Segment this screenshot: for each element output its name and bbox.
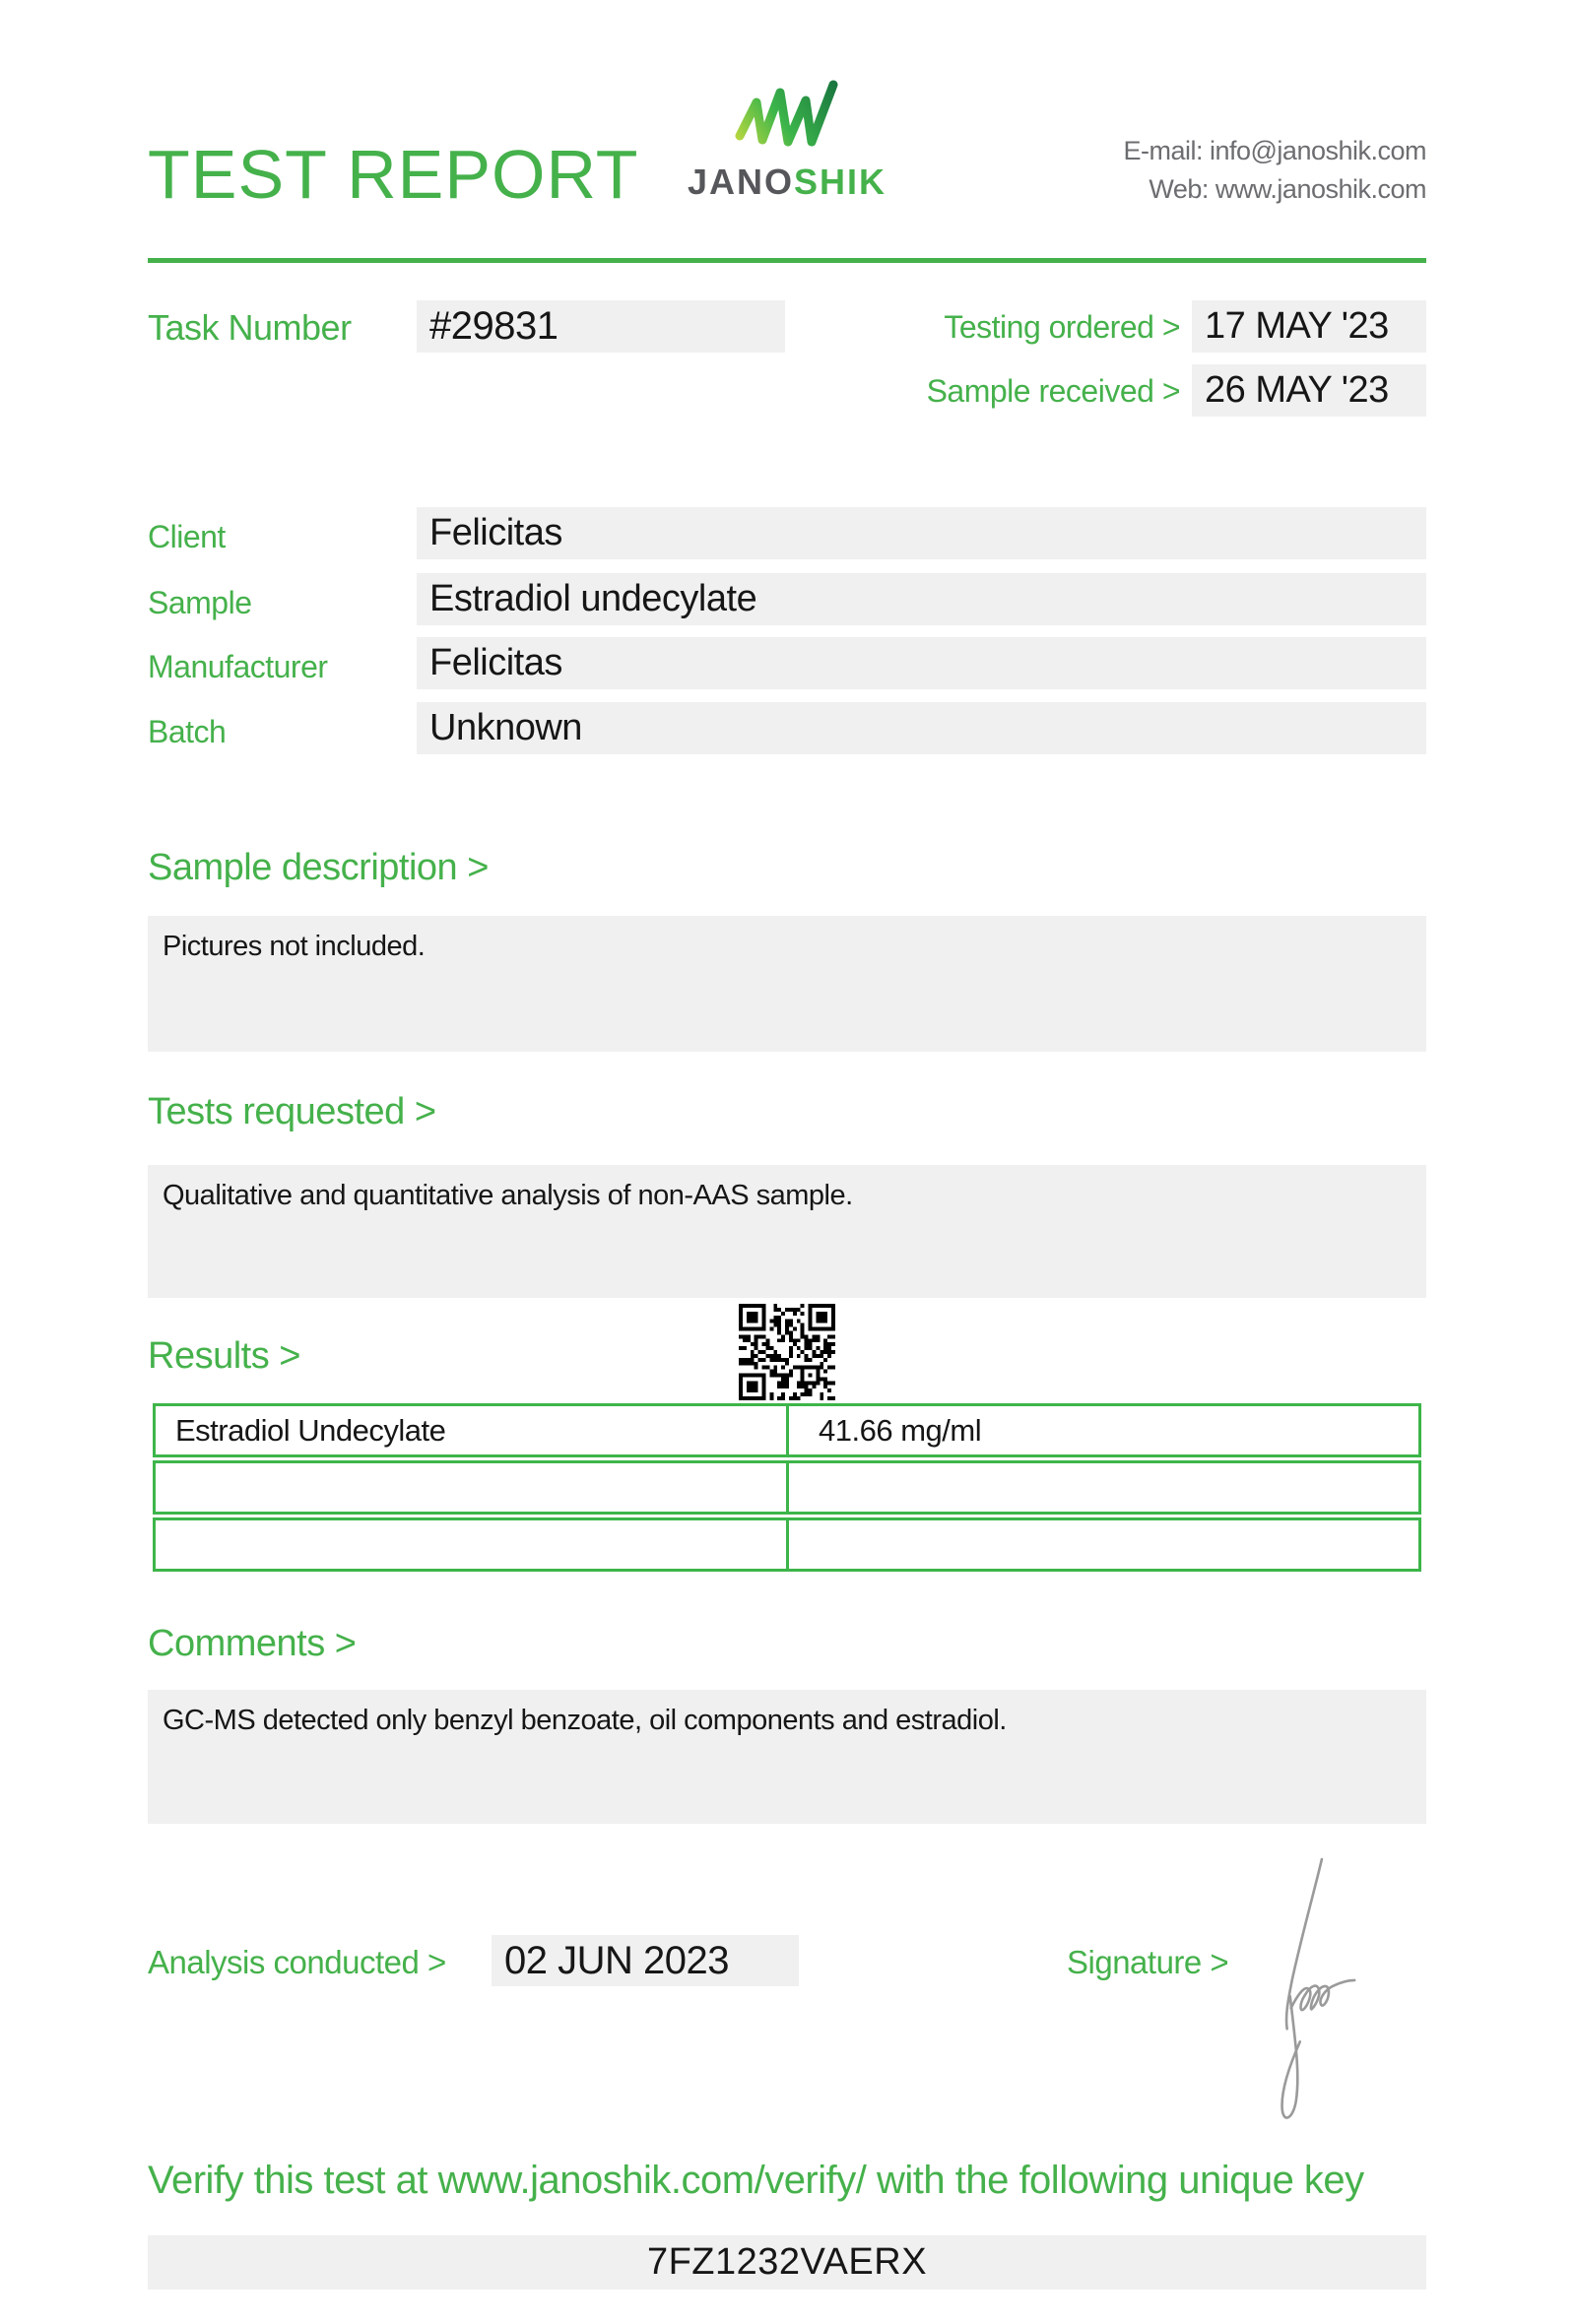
- batch-field: [417, 702, 1426, 754]
- tests-requested-text: Qualitative and quantitative analysis of non-AAS sample.: [163, 1180, 853, 1211]
- analysis-conducted-field: [492, 1935, 799, 1986]
- result-substance-cell: [156, 1406, 789, 1454]
- web-label: Web:: [1149, 174, 1209, 204]
- email-label: E-mail:: [1123, 136, 1203, 165]
- batch-value: Unknown: [429, 707, 582, 748]
- analysis-conducted-label: Analysis conducted >: [148, 1944, 446, 1980]
- batch-label: Batch: [148, 714, 227, 749]
- task-number-field: [417, 300, 785, 353]
- sample-received-label: Sample received >: [926, 373, 1180, 409]
- logo-text-shik: SHIK: [794, 161, 887, 202]
- header-divider: [148, 258, 1426, 263]
- result-substance: Estradiol Undecylate: [175, 1412, 446, 1448]
- result-substance-cell: [156, 1463, 789, 1512]
- tests-requested-box: [148, 1165, 1426, 1298]
- manufacturer-label: Manufacturer: [148, 649, 328, 684]
- signature-label: Signature >: [1067, 1944, 1229, 1980]
- test-report-page: [148, 0, 1426, 2324]
- manufacturer-field: [417, 637, 1426, 689]
- contact-web-line: [1123, 170, 1426, 209]
- sample-value: Estradiol undecylate: [429, 578, 757, 619]
- sample-description-heading: Sample description >: [148, 847, 489, 888]
- sample-description-box: [148, 916, 1426, 1052]
- growth-chart-icon: [733, 79, 841, 156]
- client-field: [417, 507, 1426, 559]
- results-heading: Results >: [148, 1335, 300, 1377]
- result-substance-cell: [156, 1520, 789, 1569]
- sample-received-value: 26 MAY '23: [1205, 369, 1389, 411]
- result-value-cell: [789, 1406, 1418, 1454]
- page-title: TEST REPORT: [148, 136, 639, 213]
- comments-heading: Comments >: [148, 1623, 357, 1664]
- testing-ordered-value: 17 MAY '23: [1205, 305, 1389, 347]
- task-number-label: Task Number: [148, 307, 352, 348]
- result-value: 41.66 mg/ml: [819, 1412, 982, 1448]
- web-value: www.janoshik.com: [1215, 174, 1426, 204]
- sample-label: Sample: [148, 585, 252, 620]
- analysis-conducted-value: 02 JUN 2023: [504, 1939, 729, 1982]
- signature-image: [1271, 1847, 1399, 2135]
- comments-text: GC-MS detected only benzyl benzoate, oil components and estradiol.: [163, 1705, 1007, 1736]
- result-row: [153, 1460, 1421, 1515]
- comments-box: [148, 1690, 1426, 1824]
- verify-instruction: Verify this test at www.janoshik.com/verify/ with the following unique key: [148, 2159, 1364, 2202]
- result-value-cell: [789, 1520, 1418, 1569]
- client-value: Felicitas: [429, 512, 562, 553]
- contact-info: [1123, 132, 1426, 209]
- testing-ordered-field: [1192, 300, 1426, 353]
- sample-description-text: Pictures not included.: [163, 931, 426, 962]
- result-row: [153, 1517, 1421, 1572]
- verify-key-bar: [148, 2235, 1426, 2290]
- logo-wordmark: [669, 161, 905, 203]
- qr-code: [739, 1304, 835, 1400]
- manufacturer-value: Felicitas: [429, 642, 562, 683]
- sample-received-field: [1192, 364, 1426, 417]
- logo: [669, 79, 905, 203]
- sample-field: [417, 573, 1426, 625]
- email-value: info@janoshik.com: [1209, 136, 1426, 165]
- contact-email-line: [1123, 132, 1426, 170]
- task-number-value: #29831: [429, 304, 558, 348]
- client-label: Client: [148, 519, 226, 554]
- testing-ordered-label: Testing ordered >: [944, 309, 1180, 345]
- tests-requested-heading: Tests requested >: [148, 1091, 436, 1132]
- logo-text-jano: JANO: [687, 161, 794, 202]
- result-row: [153, 1403, 1421, 1457]
- verify-key: 7FZ1232VAERX: [646, 2241, 928, 2283]
- result-value-cell: [789, 1463, 1418, 1512]
